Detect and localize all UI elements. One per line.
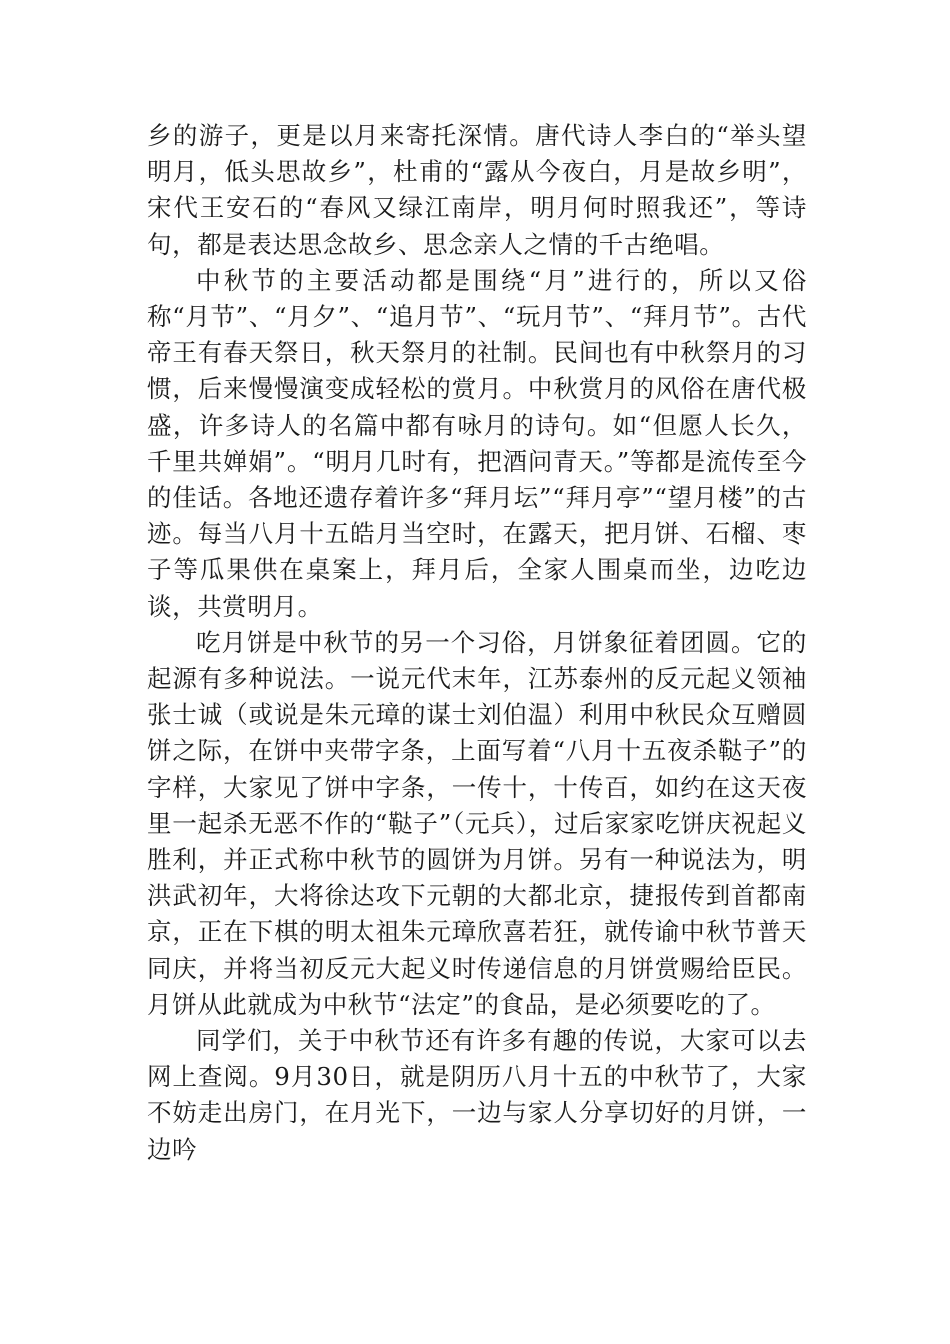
- paragraph-1: 乡的游子，更是以月来寄托深情。唐代诗人李白的“举头望明月，低头思故乡”，杜甫的“露从今夜白，月是故乡明”，宋代王安石的“春风又绿江南岸，明月何时照我还”，等诗句，都是表达思念故乡、思念亲人之情的千古绝唱。: [147, 121, 807, 259]
- paragraph-2: 中秋节的主要活动都是围绕“月”进行的，所以又俗称“月节”、“月夕”、“追月节”、“玩月节”、“拜月节”。古代帝王有春天祭日，秋天祭月的社制。民间也有中秋祭月的习惯，后来慢慢演变成轻松的赏月。中秋赏月的风俗在唐代极盛，许多诗人的名篇中都有咏月的诗句。如“但愿人长久，千里共婵娟”。“明月几时有，把酒问青天。”等都是流传至今的佳话。各地还遗存着许多“拜月坛”“拜月亭”“望月楼”的古迹。每当八月十五皓月当空时，在露天，把月饼、石榴、枣子等瓜果供在桌案上，拜月后，全家人围桌而坐，边吃边谈，共赏明月。: [147, 265, 807, 621]
- document-body: [147, 118, 807, 1168]
- paragraph-3: 吃月饼是中秋节的另一个习俗，月饼象征着团圆。它的起源有多种说法。一说元代末年，江苏泰州的反元起义领袖张士诚（或说是朱元璋的谋士刘伯温）利用中秋民众互赠圆饼之际，在饼中夹带字条，上面写着“八月十五夜杀鞑子”的字样，大家见了饼中字条，一传十，十传百，如约在这天夜里一起杀无恶不作的“鞑子”（元兵），过后家家吃饼庆祝起义胜利，并正式称中秋节的圆饼为月饼。另有一种说法为，明洪武初年，大将徐达攻下元朝的大都北京，捷报传到首都南京，正在下棋的明太祖朱元璋欣喜若狂，就传谕中秋节普天同庆，并将当初反元大起义时传递信息的月饼赏赐给臣民。月饼从此就成为中秋节“法定”的食品，是必须要吃的了。: [147, 627, 807, 1019]
- paragraph-4: 同学们，关于中秋节还有许多有趣的传说，大家可以去网上查阅。9月30日，就是阴历八月十五的中秋节了，大家不妨走出房门，在月光下，一边与家人分享切好的月饼，一边吟: [147, 1026, 807, 1164]
